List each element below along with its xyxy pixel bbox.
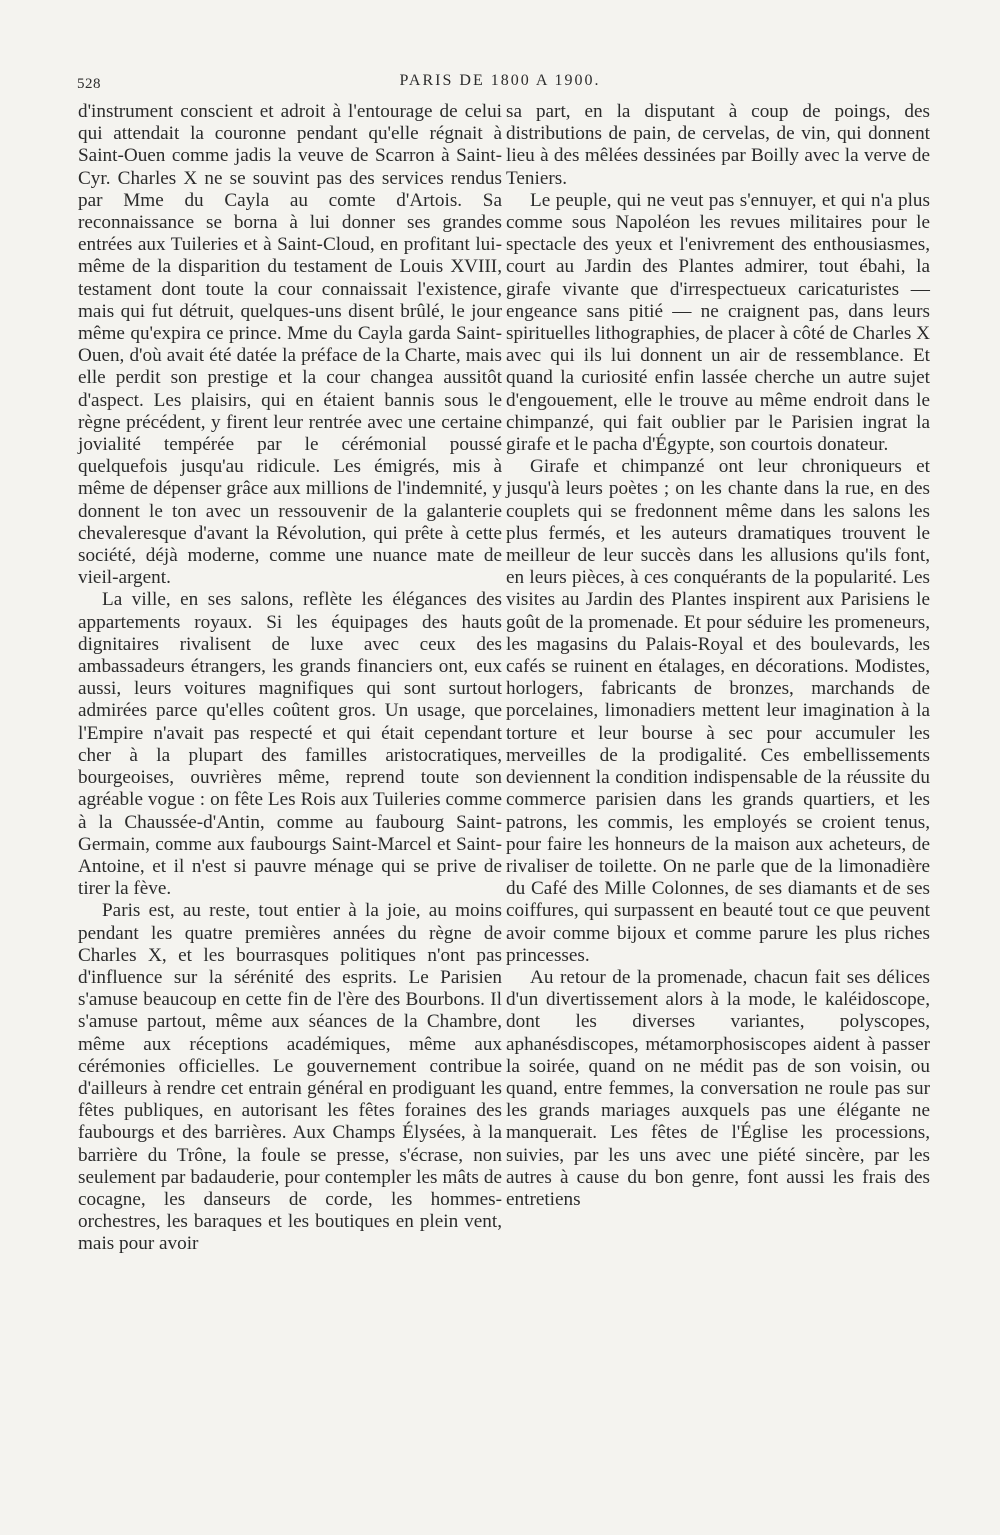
page-number: 528: [77, 76, 101, 92]
paragraph: Le peuple, qui ne veut pas s'ennuyer, et qui n'a plus comme sous Napoléon les revues militaires pour le spectacle des yeux et l'enivrement des enthousiasmes, court au Jardin des Plantes admirer, tout ébahi, la girafe vivante que d'irrespectueux caricaturistes — engeance sans pitié — ne craignent pas, dans leurs spirituelles lithographies, de placer à côté de Charles X avec qui ils lui donnent un air de ressemblance. Et quand la curiosité enfin lassée cherche un autre sujet d'engouement, elle le trouve au même endroit dans le chimpanzé, qui fait oublier par le Parisien ingrat la girafe et le pacha d'Égypte, son courtois donateur.: [506, 189, 930, 456]
paragraph: Paris est, au reste, tout entier à la joie, au moins pendant les quatre premières années du règne de Charles X, et les bourrasques politiques n'ont pas d'influence sur la sérénité des esprits. Le Parisien s'amuse beaucoup en cette fin de l'ère des Bourbons. Il s'amuse partout, même aux séances de la Chambre, même aux réceptions académiques, même aux cérémonies officielles. Le gouvernement contribue d'ailleurs à rendre cet entrain général en prodiguant les fêtes publiques, en autorisant les fêtes foraines des faubourgs et des barrières. Aux Champs Élysées, à la barrière du Trône, la foule se presse, s'écrase, non seulement par badauderie, pour contempler les mâts de cocagne, les danseurs de corde, les hommes-orchestres, les baraques et les boutiques en plein vent, mais pour avoir: [78, 900, 502, 1255]
paragraph: Girafe et chimpanzé ont leur chroniqueurs et jusqu'à leurs poètes ; on les chante dans la rue, en des couplets qui se fredonnent même dans les salons les plus fermés, et les auteurs dramatiques trouvent le meilleur de leur succès dans les allusions qu'ils font, en leurs pièces, à ces conquérants de la popularité. Les visites au Jardin des Plantes inspirent aux Parisiens le goût de la promenade. Et pour séduire les promeneurs, les magasins du Palais-Royal et des boulevards, les cafés se ruinent en étalages, en décorations. Modistes, horlogers, fabricants de bronzes, marchands de porcelaines, limonadiers mettent leur imagination à la torture et leur bourse à sec pour accumuler les merveilles de la prodigalité. Ces embellissements deviennent la condition indispensable de la réussite du commerce parisien dans les grands quartiers, et les patrons, les commis, les employés se croient tenus, pour faire les honneurs de la maison aux acheteurs, de rivaliser de toilette. On ne parle que de la limonadière du Café des Mille Colonnes, de ses diamants et de ses coiffures, qui surpassent en beauté tout ce que peuvent avoir comme bijoux et comme parure les plus riches princesses.: [506, 456, 930, 966]
paragraph: Au retour de la promenade, chacun fait ses délices d'un divertissement alors à la mode, le kaléidoscope, dont les diverses variantes, polyscopes, aphanésdiscopes, métamorphosiscopes aident à passer la soirée, quand on ne médit pas de son voisin, ou quand, entre femmes, la conversation ne roule pas sur les grands mariages auxquels pas une élégante ne manquerait. Les fêtes de l'Église les processions, suivies, par les uns avec une piété sincère, par les autres à cause du bon genre, font aussi les frais des entretiens: [506, 966, 930, 1210]
running-title: PARIS DE 1800 A 1900.: [399, 72, 601, 89]
paragraph: d'instrument conscient et adroit à l'entourage de celui qui attendait la couronne pendant qu'elle régnait à Saint-Ouen comme jadis la veuve de Scarron à Saint-Cyr. Charles X ne se souvint pas des services rendus par Mme du Cayla au comte d'Artois. Sa reconnaissance se borna à lui donner ses grandes entrées aux Tuileries et à Saint-Cloud, en profitant lui-même de la disparition du testament de Louis XVIII, testament dont toute la cour connaissait l'existence, mais qui fut détruit, quelques-uns disent brûlé, le jour même qu'expira ce prince. Mme du Cayla garda Saint-Ouen, d'où avait été datée la préface de la Charte, mais elle perdit son prestige et la cour changea aussitôt d'aspect. Les plaisirs, qui en étaient bannis sous le règne précédent, y firent leur rentrée avec une certaine jovialité tempérée par le cérémonial poussé quelquefois jusqu'au ridicule. Les émigrés, mis à même de dépenser grâce aux millions de l'indemnité, y donnent le ton avec un ressouvenir de la galanterie chevaleresque d'avant la Révolution, qui prête à cette société, déjà moderne, comme une nuance mate de vieil-argent.: [78, 101, 502, 589]
left-column: [78, 101, 502, 1256]
right-column: [506, 101, 930, 1211]
paragraph: La ville, en ses salons, reflète les élégances des appartements royaux. Si les équipages des hauts dignitaires rivalisent de luxe avec ceux des ambassadeurs étrangers, les grands financiers ont, eux aussi, leurs voitures magnifiques qui sont surtout admirées parce qu'elles coûtent gros. Un usage, que l'Empire n'avait pas respecté et qui était cependant cher à la plupart des familles aristocratiques, bourgeoises, ouvrières même, reprend toute son agréable vogue : on fête Les Rois aux Tuileries comme à la Chaussée-d'Antin, comme au faubourg Saint-Germain, comme aux faubourgs Saint-Marcel et Saint-Antoine, et il n'est si pauvre ménage qui se prive de tirer la fève.: [78, 589, 502, 900]
paragraph: sa part, en la disputant à coup de poings, des distributions de pain, de cervelas, de vin, qui donnent lieu à des mêlées dessinées par Boilly avec la verve de Teniers.: [506, 101, 930, 189]
